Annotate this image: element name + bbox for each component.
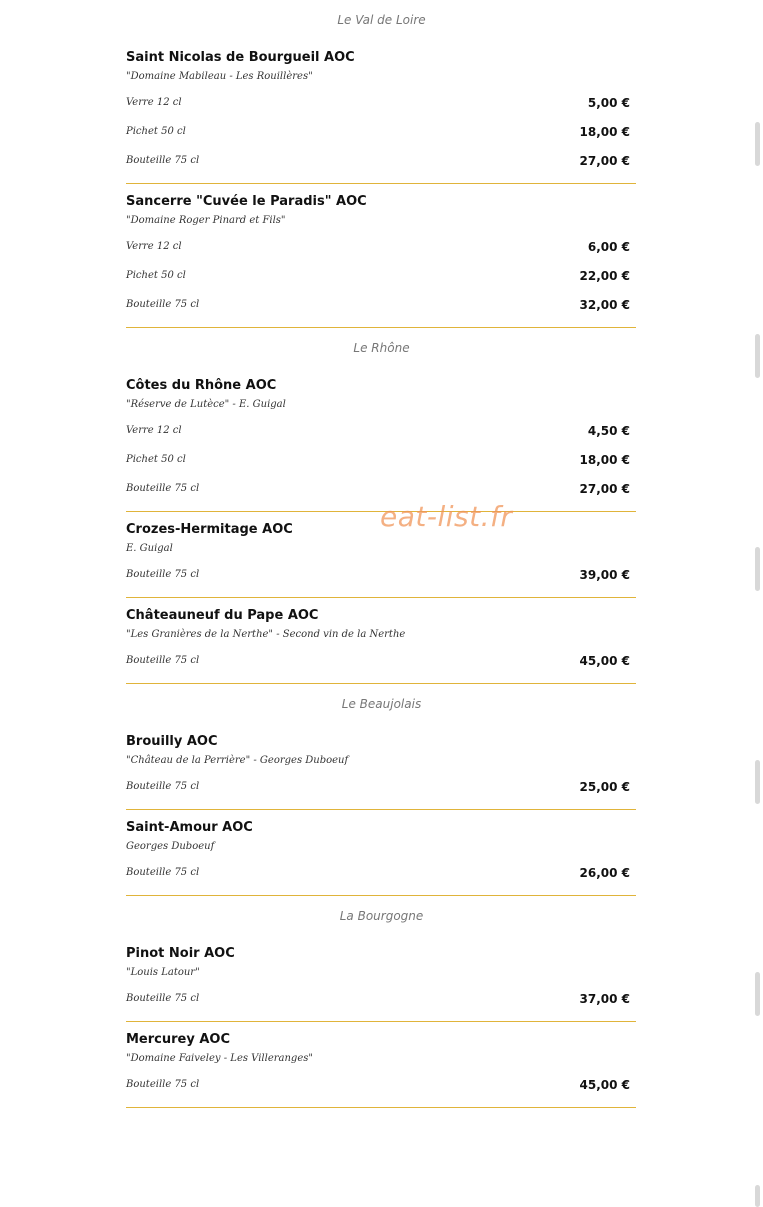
price: 22,00 € xyxy=(579,268,630,283)
price: 6,00 € xyxy=(587,239,630,254)
price: 37,00 € xyxy=(579,991,630,1006)
price-row xyxy=(126,117,636,146)
wine-spacer xyxy=(126,1099,636,1107)
price: 26,00 € xyxy=(579,865,630,880)
wine-name: Saint Nicolas de Bourgueil AOC xyxy=(126,50,355,65)
price-row xyxy=(126,474,636,503)
wine-producer: "Domaine Mabileau - Les Rouillères" xyxy=(126,71,313,82)
wine-spacer xyxy=(126,675,636,683)
region-header xyxy=(126,328,636,368)
serving-size: Bouteille 75 cl xyxy=(126,483,200,494)
wine-name: Crozes-Hermitage AOC xyxy=(126,522,293,537)
scroll-marker[interactable] xyxy=(755,122,760,166)
region-header xyxy=(126,0,636,40)
wine-item xyxy=(126,598,636,684)
region-title: Le Val de Loire xyxy=(337,13,426,27)
price-row xyxy=(126,232,636,261)
price: 32,00 € xyxy=(579,297,630,312)
region-title: Le Beaujolais xyxy=(341,697,422,711)
region-title: La Bourgogne xyxy=(339,909,424,923)
price-row xyxy=(126,984,636,1013)
price-row xyxy=(126,261,636,290)
price: 39,00 € xyxy=(579,567,630,582)
wine-producer: "Les Granières de la Nerthe" - Second vin de la Nerthe xyxy=(126,629,406,640)
watermark: eat-list.fr xyxy=(380,500,513,533)
serving-size: Bouteille 75 cl xyxy=(126,781,200,792)
wine-item xyxy=(126,368,636,512)
wine-name: Châteauneuf du Pape AOC xyxy=(126,608,319,623)
wine-spacer xyxy=(126,1013,636,1021)
wine-name: Pinot Noir AOC xyxy=(126,946,235,961)
price-row xyxy=(126,646,636,675)
price-row xyxy=(126,772,636,801)
price: 45,00 € xyxy=(579,653,630,668)
wine-item xyxy=(126,512,636,598)
serving-size: Bouteille 75 cl xyxy=(126,655,200,666)
region-header xyxy=(126,896,636,936)
wine-item xyxy=(126,724,636,810)
wine-item xyxy=(126,810,636,896)
wine-spacer xyxy=(126,589,636,597)
wine-producer: E. Guigal xyxy=(126,543,173,554)
serving-size: Verre 12 cl xyxy=(126,425,182,436)
wine-item xyxy=(126,40,636,184)
wine-producer: "Réserve de Lutèce" - E. Guigal xyxy=(126,399,286,410)
wine-item xyxy=(126,1022,636,1108)
wine-list xyxy=(126,0,636,1108)
serving-size: Bouteille 75 cl xyxy=(126,155,200,166)
price: 18,00 € xyxy=(579,452,630,467)
wine-spacer xyxy=(126,887,636,895)
wine-name: Mercurey AOC xyxy=(126,1032,231,1047)
price: 4,50 € xyxy=(587,423,630,438)
price: 5,00 € xyxy=(587,95,630,110)
region-header xyxy=(126,684,636,724)
region-title: Le Rhône xyxy=(353,341,410,355)
wine-producer: "Louis Latour" xyxy=(126,967,200,978)
serving-size: Bouteille 75 cl xyxy=(126,1079,200,1090)
wine-name: Saint-Amour AOC xyxy=(126,820,253,835)
serving-size: Bouteille 75 cl xyxy=(126,867,200,878)
wine-producer: "Domaine Roger Pinard et Fils" xyxy=(126,215,286,226)
serving-size: Bouteille 75 cl xyxy=(126,993,200,1004)
wine-spacer xyxy=(126,801,636,809)
price-row xyxy=(126,146,636,175)
price-row xyxy=(126,88,636,117)
price: 45,00 € xyxy=(579,1077,630,1092)
price-row xyxy=(126,858,636,887)
wine-producer: Georges Duboeuf xyxy=(126,841,215,852)
wine-item xyxy=(126,936,636,1022)
wine-producer: "Château de la Perrière" - Georges Duboeuf xyxy=(126,755,349,766)
wine-name: Côtes du Rhône AOC xyxy=(126,378,277,393)
price: 18,00 € xyxy=(579,124,630,139)
wine-name: Sancerre "Cuvée le Paradis" AOC xyxy=(126,194,367,209)
price-row xyxy=(126,290,636,319)
price-row xyxy=(126,416,636,445)
scroll-marker[interactable] xyxy=(755,547,760,591)
wine-spacer xyxy=(126,503,636,511)
scroll-marker[interactable] xyxy=(755,760,760,804)
price: 27,00 € xyxy=(579,481,630,496)
scroll-marker[interactable] xyxy=(755,1185,760,1207)
wine-producer: "Domaine Faiveley - Les Villeranges" xyxy=(126,1053,313,1064)
wine-spacer xyxy=(126,175,636,183)
price: 25,00 € xyxy=(579,779,630,794)
price-row xyxy=(126,445,636,474)
scroll-marker[interactable] xyxy=(755,334,760,378)
serving-size: Bouteille 75 cl xyxy=(126,299,200,310)
wine-spacer xyxy=(126,319,636,327)
price-row xyxy=(126,1070,636,1099)
serving-size: Bouteille 75 cl xyxy=(126,569,200,580)
serving-size: Pichet 50 cl xyxy=(126,126,186,137)
wine-item xyxy=(126,184,636,328)
price-row xyxy=(126,560,636,589)
serving-size: Verre 12 cl xyxy=(126,97,182,108)
serving-size: Verre 12 cl xyxy=(126,241,182,252)
price: 27,00 € xyxy=(579,153,630,168)
serving-size: Pichet 50 cl xyxy=(126,270,186,281)
serving-size: Pichet 50 cl xyxy=(126,454,186,465)
wine-name: Brouilly AOC xyxy=(126,734,218,749)
scroll-marker[interactable] xyxy=(755,972,760,1016)
